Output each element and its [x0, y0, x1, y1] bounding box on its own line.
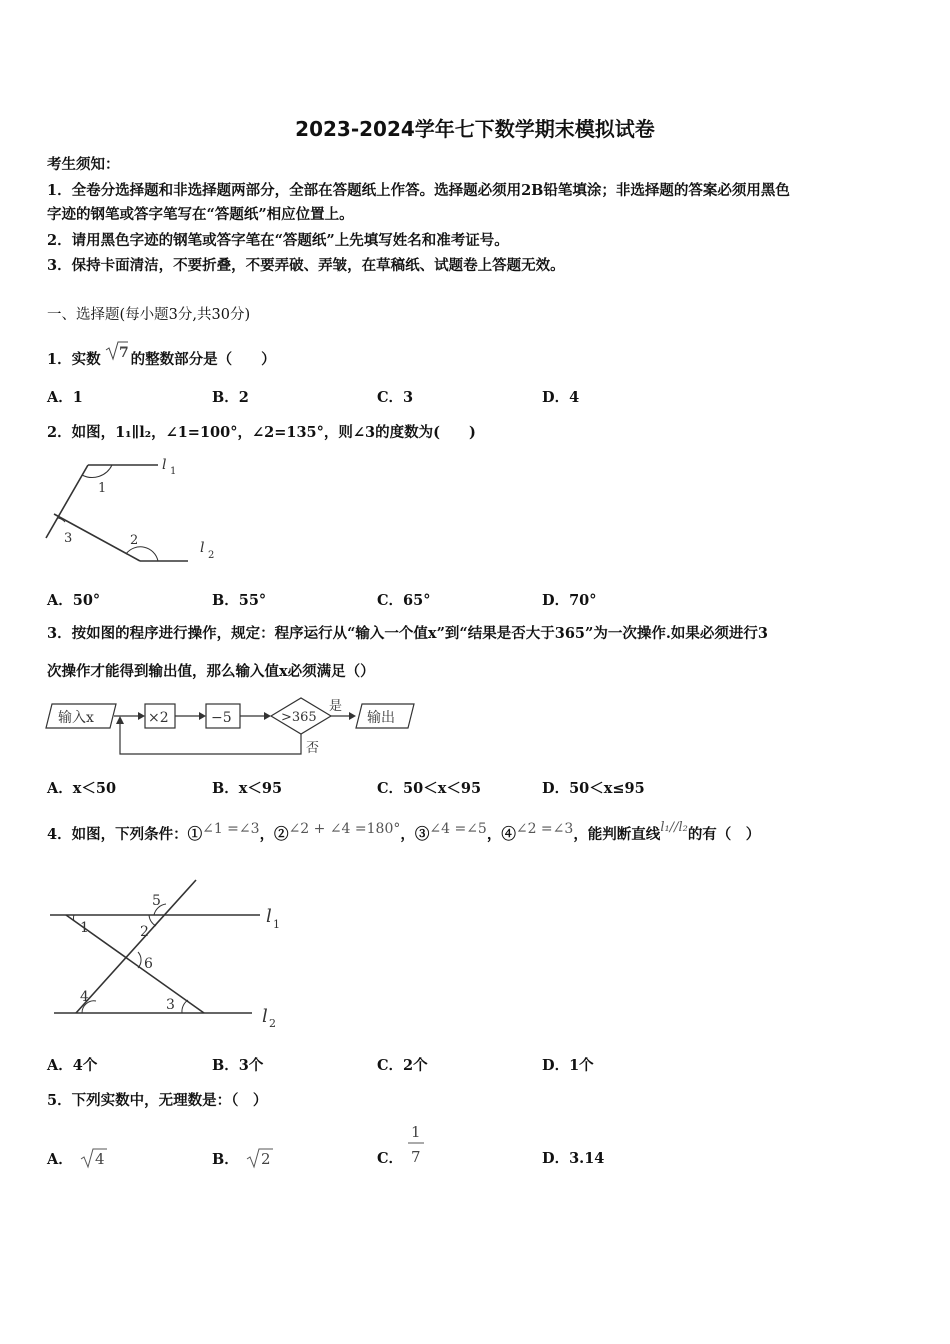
- q4-sep: ，②: [259, 826, 289, 843]
- q4-pre: 4．如图，下列条件：①: [47, 826, 203, 843]
- l1-label: l: [266, 906, 272, 927]
- q4-cond-3: ∠4 =∠5: [429, 821, 487, 837]
- q3-flowchart: [44, 692, 424, 760]
- q1-radicand: 7: [118, 345, 129, 361]
- q5-option-b-label: B．: [212, 1151, 239, 1168]
- notice-heading: 考生须知：: [47, 156, 120, 173]
- section-heading: 一、选择题(每小题3分,共30分): [47, 307, 251, 323]
- q4-post: 的有（ ）: [687, 826, 761, 843]
- angle-4-label: 4: [80, 989, 89, 1005]
- output-label: 输出: [367, 710, 395, 726]
- question-1: [47, 341, 276, 369]
- q4-option-b[interactable]: B．3个: [212, 1057, 264, 1074]
- q1-option-c[interactable]: C．3: [377, 389, 414, 406]
- q1-stem-post: 的整数部分是（ ）: [130, 351, 276, 368]
- question-4: [47, 820, 761, 844]
- q3-option-a[interactable]: A．x＜50: [47, 780, 117, 797]
- notice-item: 字迹的钢笔或答字笔写在“答题纸”相应位置上。: [47, 206, 354, 223]
- q2-option-b[interactable]: B．55°: [212, 592, 267, 609]
- q4-option-c[interactable]: C．2个: [377, 1057, 428, 1074]
- question-5: 5．下列实数中，无理数是：（ ）: [47, 1092, 268, 1109]
- q5-option-b[interactable]: [212, 1147, 275, 1169]
- sqrt-symbol: [245, 1147, 275, 1169]
- angle-5-label: 5: [152, 893, 161, 909]
- q2-option-c[interactable]: C．65°: [377, 592, 431, 609]
- l2-label: l: [262, 1006, 268, 1027]
- angle-2-label: 2: [130, 533, 139, 548]
- notice-item: 2．请用黑色字迹的钢笔或答字笔在“答题纸”上先填写姓名和准考证号。: [47, 232, 509, 249]
- loop-arrow: [120, 722, 301, 754]
- angle-3-label: 3: [166, 997, 175, 1013]
- angle-2-arc: [126, 547, 158, 561]
- l1-sub: 1: [273, 918, 280, 931]
- q1-option-a[interactable]: A．1: [47, 389, 83, 406]
- q4-mid: ，能判断直线: [573, 826, 661, 843]
- sqrt-symbol: [103, 341, 129, 367]
- no-label: 否: [306, 741, 320, 756]
- q3-option-c[interactable]: C．50＜x＜95: [377, 780, 482, 797]
- q2-figure: [40, 452, 230, 572]
- q5-b-radicand: 2: [260, 1150, 271, 1168]
- q3-option-b[interactable]: B．x＜95: [212, 780, 283, 797]
- q1-option-b[interactable]: B．2: [212, 389, 249, 406]
- q4-relation: l₁//l₂: [660, 820, 688, 835]
- q5-c-numerator: 1: [411, 1123, 421, 1141]
- q4-cond-2: ∠2 + ∠4 =180°: [288, 821, 401, 837]
- q4-sep: ，③: [400, 826, 430, 843]
- yes-label: 是: [329, 699, 343, 714]
- angle-1-label: 1: [98, 481, 107, 496]
- l2-label: l: [200, 540, 205, 556]
- page-title: 2023-2024学年七下数学期末模拟试卷: [295, 117, 655, 141]
- q1-option-d[interactable]: D．4: [542, 389, 580, 406]
- input-label: 输入x: [58, 710, 94, 726]
- question-3-line2: 次操作才能得到输出值，那么输入值x必须满足（）: [47, 663, 375, 680]
- sqrt-symbol: [79, 1147, 109, 1169]
- q5-c-denominator: 7: [411, 1148, 421, 1166]
- q4-cond-1: ∠1 =∠3: [202, 821, 260, 837]
- q2-option-d[interactable]: D．70°: [542, 592, 597, 609]
- l1-label: l: [162, 457, 167, 473]
- notice-item: 3．保持卡面清洁，不要折叠，不要弄破、弄皱，在草稿纸、试题卷上答题无效。: [47, 257, 565, 274]
- angle-6-label: 6: [144, 956, 153, 972]
- multiply-label: ×2: [148, 710, 169, 726]
- question-2: 2．如图，1₁∥l₂，∠1=100°，∠2=135°，则∠3的度数为( ): [47, 424, 476, 441]
- l2-sub: 2: [269, 1017, 276, 1030]
- q5-option-a-label: A．: [47, 1151, 73, 1168]
- notice-item: 1．全卷分选择题和非选择题两部分，全部在答题纸上作答。选择题必须用2B铅笔填涂；非选择题的答案必须用黑色: [47, 182, 790, 199]
- l1-sub: 1: [170, 466, 177, 477]
- angle-3-label: 3: [64, 531, 73, 546]
- q3-option-d[interactable]: D．50＜x≤95: [542, 780, 645, 797]
- q5-option-d[interactable]: D．3.14: [542, 1150, 605, 1167]
- l2-sub: 2: [208, 550, 215, 561]
- transversal-b: [76, 880, 196, 1013]
- q4-sep: ，④: [486, 826, 516, 843]
- q5-option-c[interactable]: [377, 1147, 403, 1168]
- q4-cond-4: ∠2 =∠3: [515, 821, 574, 837]
- q5-fraction: [404, 1120, 428, 1170]
- angle-2-label: 2: [140, 924, 149, 940]
- q4-figure: [44, 870, 294, 1032]
- question-3-line1: 3．按如图的程序进行操作，规定：程序运行从“输入一个值x”到“结果是否大于365”为一次操作.如果必须进行3: [47, 625, 768, 642]
- q4-option-d[interactable]: D．1个: [542, 1057, 594, 1074]
- q2-option-a[interactable]: A．50°: [47, 592, 101, 609]
- angle-1-label: 1: [80, 920, 89, 936]
- transversal: [46, 465, 88, 538]
- q5-option-a[interactable]: [47, 1147, 109, 1169]
- decision-label: >365: [281, 710, 317, 725]
- q5-a-radicand: 4: [94, 1150, 105, 1168]
- q1-stem-pre: 1．实数: [47, 351, 101, 368]
- q4-option-a[interactable]: A．4个: [47, 1057, 98, 1074]
- q5-option-c-label: C．: [377, 1150, 404, 1167]
- subtract-label: −5: [211, 710, 232, 726]
